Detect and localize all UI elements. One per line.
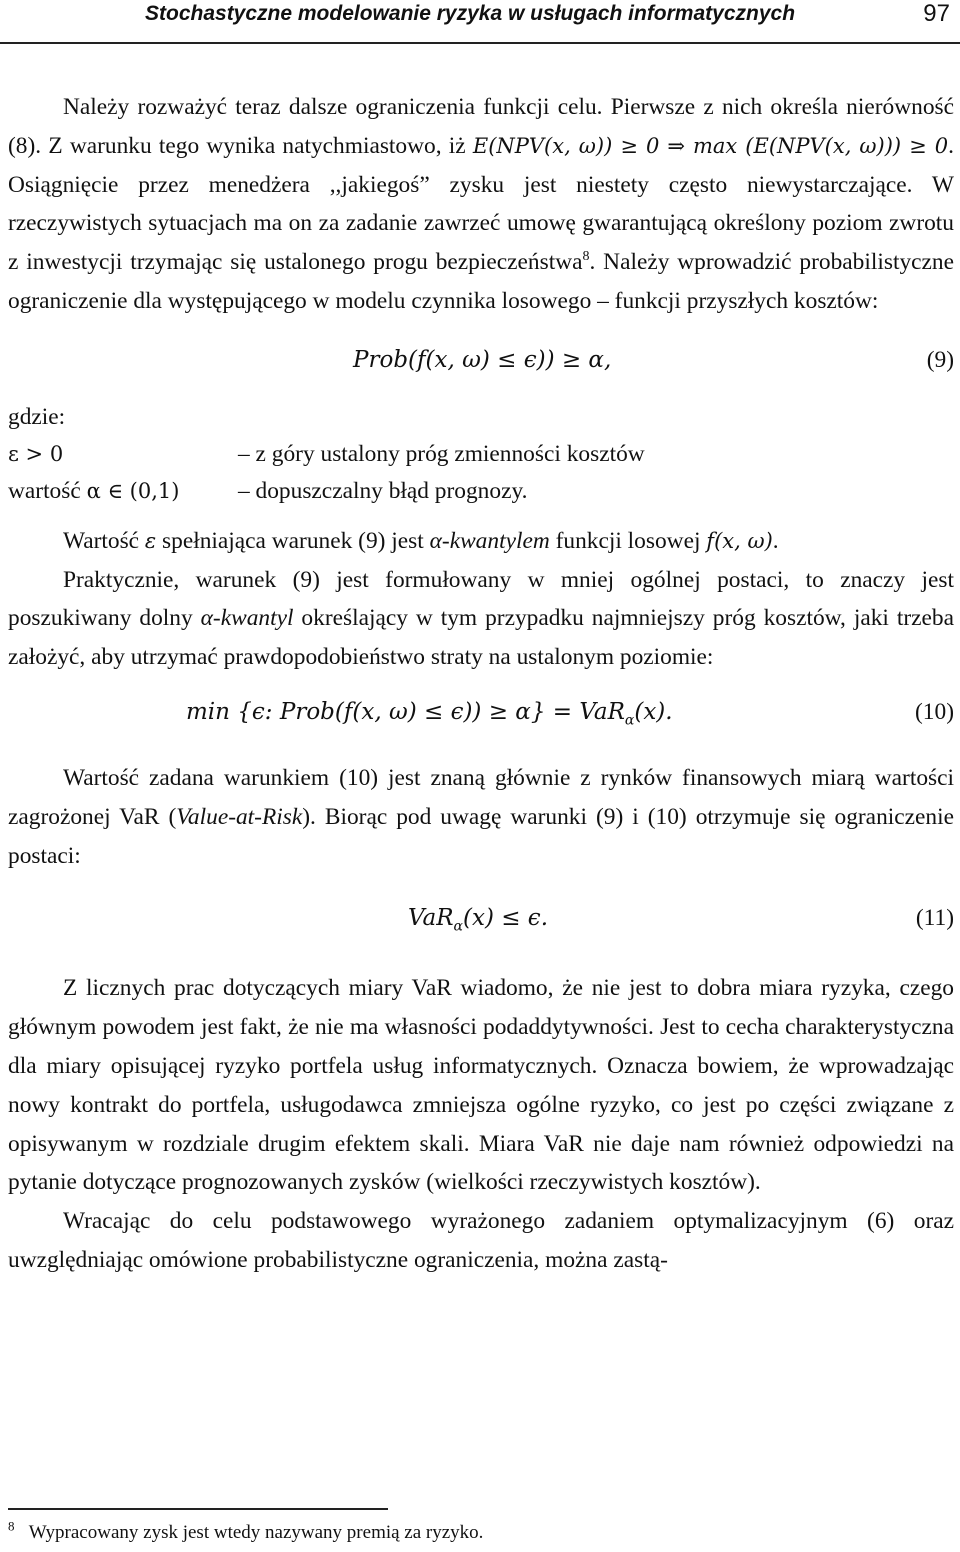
equation-10 (8, 687, 954, 747)
paragraph-1 (8, 88, 954, 321)
text: Wartość zadana warunkiem (10) jest znaną głównie z rynków finansowych miarą wartości zagrożonej VaR ( (8, 764, 954, 830)
epsilon-symbol: ε > 0 (8, 441, 64, 466)
equation-11 (8, 893, 954, 953)
expr-part: (x). (634, 698, 673, 725)
italic-term: Value-at-Risk (176, 803, 303, 830)
equation-expression (408, 905, 549, 935)
text: . Należy wprowadzić probabilistyczne ograniczenie dla występującego w modelu czynnika losowego – funkcji przyszłych kosztów: (8, 249, 955, 314)
inline-math: E(NPV(x, ω)) ≥ 0 ⇒ max (E(NPV(x, ω))) ≥ 0 (472, 133, 949, 158)
inline-math: ε (144, 528, 157, 553)
running-title: Stochastyczne modelowanie ryzyka w usługach informatycznych (145, 2, 796, 25)
header-rule (0, 42, 960, 44)
equation-expression (186, 698, 673, 729)
footnote-mark: 8 (8, 1518, 15, 1534)
equation-number: (10) (915, 698, 954, 725)
equation-number: (11) (915, 905, 954, 932)
definitions (8, 399, 954, 510)
page-number: 97 (923, 0, 950, 27)
italic-term: α-kwantylem (429, 527, 550, 554)
footnote-text: Wypracowany zysk jest wtedy nazywany premią za ryzyko. (28, 1522, 484, 1543)
footnote (8, 1518, 484, 1544)
footnote-ref[interactable]: 8 (582, 249, 590, 265)
footnote-rule (8, 1508, 388, 1510)
subscript: α (453, 918, 463, 935)
subscript: α (624, 712, 635, 729)
epsilon-description: – z góry ustalony próg zmienności kosztów (238, 440, 645, 467)
definitions-lead: gdzie: (8, 403, 66, 430)
equation-9 (8, 335, 954, 395)
paragraph-2 (8, 522, 954, 561)
text: ). Biorąc pod uwagę warunki (9) i (10) otrzymuje się ograniczenie postaci: (8, 803, 954, 869)
running-header (0, 0, 960, 44)
equation-number: (9) (926, 346, 954, 373)
paragraph-5: Z licznych prac dotyczących miary VaR wiadomo, że nie jest to dobra miara ryzyka, czego głównym powodem jest fakt, że nie ma własności podaddytywności. Jest to cecha charakterystyczna dla miary opisującej ryzyko portfela usług informatycznych. Oznacza bowiem, że wprowadzając nowy kontrakt do portfela, usługodawca zmniejsza ogólne ryzyko, co jest po części związane z opisywanym w rozdziale drugim efektem skali. Miara VaR nie daje nam również odpowiedzi na pytanie dotyczące prognozowanych zysków (wielkości rzeczywistych kosztów). (8, 975, 954, 1196)
text: spełniająca warunek (9) jest (156, 527, 430, 554)
paragraph-6: Wracając do celu podstawowego wyrażonego zadaniem optymalizacyjnym (6) oraz uwzględniając omówione probabilistyczne ograniczenia, można zastą- (8, 1208, 954, 1273)
text: Wartość (63, 527, 145, 554)
text: . Osiągnięcie przez menedżera ,,jakiegoś” zysku jest niestety często niewystarczające. W rzeczywistych sytuacjach ma on za zadanie zawrzeć umowę gwarantującą określony poziom zwrotu z inwestycji trzymając się ustalonego progu bezpieczeństwa (8, 132, 955, 276)
expr-part: min {ϵ: Prob(f(x, ω) ≤ ϵ)) ≥ α} = VaR (186, 698, 625, 725)
text: określający w tym przypadku najmniejszy próg kosztów, jaki trzeba założyć, aby utrzymać prawdopodobieństwo straty na ustalonym poziomie: (8, 605, 955, 671)
paragraph-4 (8, 759, 954, 875)
alpha-description: – dopuszczalny błąd prognozy. (238, 477, 528, 504)
text: Praktycznie, warunek (9) jest formułowany w mniej ogólnej postaci, to znaczy jest poszukiwany dolny (8, 566, 954, 632)
alpha-symbol: α ∈ (0,1) (86, 478, 180, 503)
expr-part: (x) ≤ ϵ. (463, 905, 549, 932)
text: . (772, 527, 779, 554)
text: funkcji losowej (549, 527, 707, 554)
paragraph-3 (8, 561, 954, 677)
text: Należy rozważyć teraz dalsze ograniczenia funkcji celu. Pierwsze z nich określa nierówność (8). Z warunku tego wynika natychmiastowo, iż (8, 94, 954, 159)
equation-expression: Prob(f(x, ω) ≤ ϵ)) ≥ α, (353, 346, 612, 373)
inline-math: f(x, ω) (706, 528, 773, 553)
page-body (8, 88, 954, 1280)
italic-term: α-kwantyl (200, 605, 294, 632)
expr-part: VaR (408, 905, 454, 932)
alpha-word: wartość (8, 477, 87, 504)
